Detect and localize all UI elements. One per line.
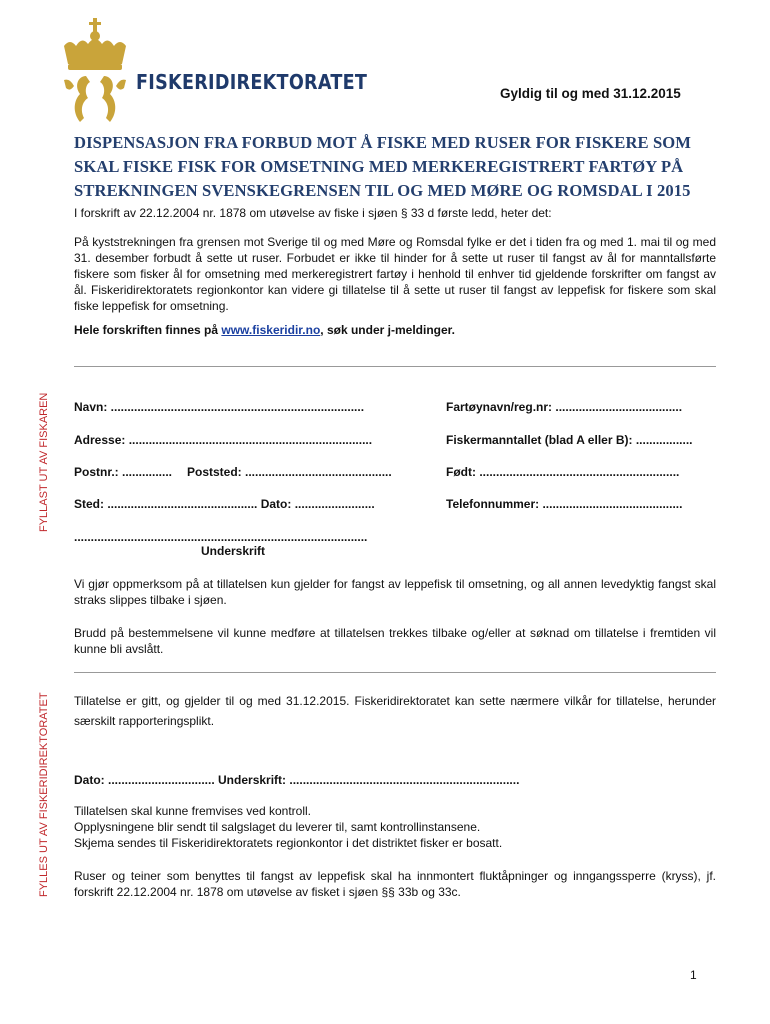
title-line: STREKNINGEN SVENSKEGRENSEN TIL OG MED MØRE OG ROMSDAL I 2015 xyxy=(74,181,691,200)
address-field[interactable]: Adresse: ......................................................................... xyxy=(74,433,373,447)
section-divider xyxy=(74,366,716,367)
signature-label: Underskrift xyxy=(201,544,266,558)
info-line: Skjema sendes til Fiskeridirektoratets regionkontor i det distriktet fisker er bosatt. xyxy=(74,836,503,850)
permit-text: Tillatelse er gitt, og gjelder til og med 31.12.2015. Fiskeridirektoratet kan sette nærmere vilkår for tillatelse, herunder særskilt rapporteringsplikt. xyxy=(74,694,716,728)
born-field[interactable]: Født: ............................................................ xyxy=(446,465,680,479)
info-line: Tillatelsen skal kunne fremvises ved kontroll. xyxy=(74,804,311,818)
section-divider xyxy=(74,672,716,673)
name-field[interactable]: Navn: ............................................................................ xyxy=(74,400,365,414)
info-line: Opplysningene blir sendt til salgslaget du leverer til, samt kontrollinstansene. xyxy=(74,820,481,834)
regulation-text: På kyststrekningen fra grensen mot Sverige til og med Møre og Romsdal fylke er det i tiden fra og med 1. mai til og med 31. desember forbudt å sette ut ruser. Forbudet er ikke til hinder for å sette ut ruser til fangst av ål for manntallsførte fiskere som fisker ål for omsetning med merkeregistrert fartøy i henhold til enhver tid gjeldende forskrifter om fangst av ål. Fiskeridirektoratets regionkontor kan videre gi tillatelse til å sette ut ruser til fangst av leppefisk for fiskere som skal fiske leppefisk for omsetning. xyxy=(74,235,716,313)
notice-breach: Brudd på bestemmelsene vil kunne medføre at tillatelsen trekkes tilbake og/eller at søknad om tillatelse i fremtiden vil kunne bli avslått. xyxy=(74,626,716,656)
full-regulation-before: Hele forskriften finnes på xyxy=(74,323,222,337)
fiskeridir-link[interactable]: www.fiskeridir.no xyxy=(221,323,321,337)
title-line: SKAL FISKE FISK FOR OMSETNING MED MERKEREGISTRERT FARTØY PÅ xyxy=(74,157,684,176)
logo xyxy=(56,18,368,128)
valid-until: Gyldig til og med 31.12.2015 xyxy=(500,86,681,101)
logo-text: FISKERIDIREKTORATET xyxy=(136,70,368,94)
crown-mermaid-emblem-icon xyxy=(56,18,136,128)
page-number: 1 xyxy=(690,968,697,982)
vessel-field[interactable]: Fartøynavn/reg.nr: ...................................... xyxy=(446,400,683,414)
poststed-field[interactable]: Poststed: ............................................ xyxy=(187,465,392,479)
side-label-applicant: FYLLAST UT AV FISKAREN xyxy=(38,392,50,532)
intro-text: I forskrift av 22.12.2004 nr. 1878 om utøvelse av fiske i sjøen § 33 d første ledd, heter det: xyxy=(74,206,552,220)
phone-field[interactable]: Telefonnummer: .......................................... xyxy=(446,497,683,511)
postnr-field[interactable]: Postnr.: ............... xyxy=(74,465,173,479)
place-date-field[interactable]: Sted: ............................................. Dato: ........................ xyxy=(74,497,375,511)
side-label-directorate: FYLLES UT AV FISKERIDIREKTORATET xyxy=(38,692,50,897)
info-lines xyxy=(74,803,716,851)
title-line: DISPENSASJON FRA FORBUD MOT Å FISKE MED RUSER FOR FISKERE SOM xyxy=(74,133,692,152)
register-field[interactable]: Fiskermanntallet (blad A eller B): ................. xyxy=(446,433,693,447)
signature-line[interactable]: ........................................................................................ xyxy=(74,530,368,544)
directorate-date-signature-field[interactable]: Dato: ................................ Underskrift: ..................................................................... xyxy=(74,773,520,787)
equipment-text: Ruser og teiner som benyttes til fangst av leppefisk skal ha innmontert fluktåpninger og inngangssperre (kryss), jf. forskrift 22.12.2004 nr. 1878 om utøvelse av fisket i sjøen §§ 33b og 33c. xyxy=(74,869,716,899)
page-title xyxy=(74,131,694,203)
full-regulation-after: , søk under j-meldinger. xyxy=(320,323,455,337)
notice-catch: Vi gjør oppmerksom på at tillatelsen kun gjelder for fangst av leppefisk til omsetning, og all annen levedyktig fangst skal straks slippes tilbake i sjøen. xyxy=(74,577,716,607)
full-regulation-note xyxy=(74,322,716,338)
